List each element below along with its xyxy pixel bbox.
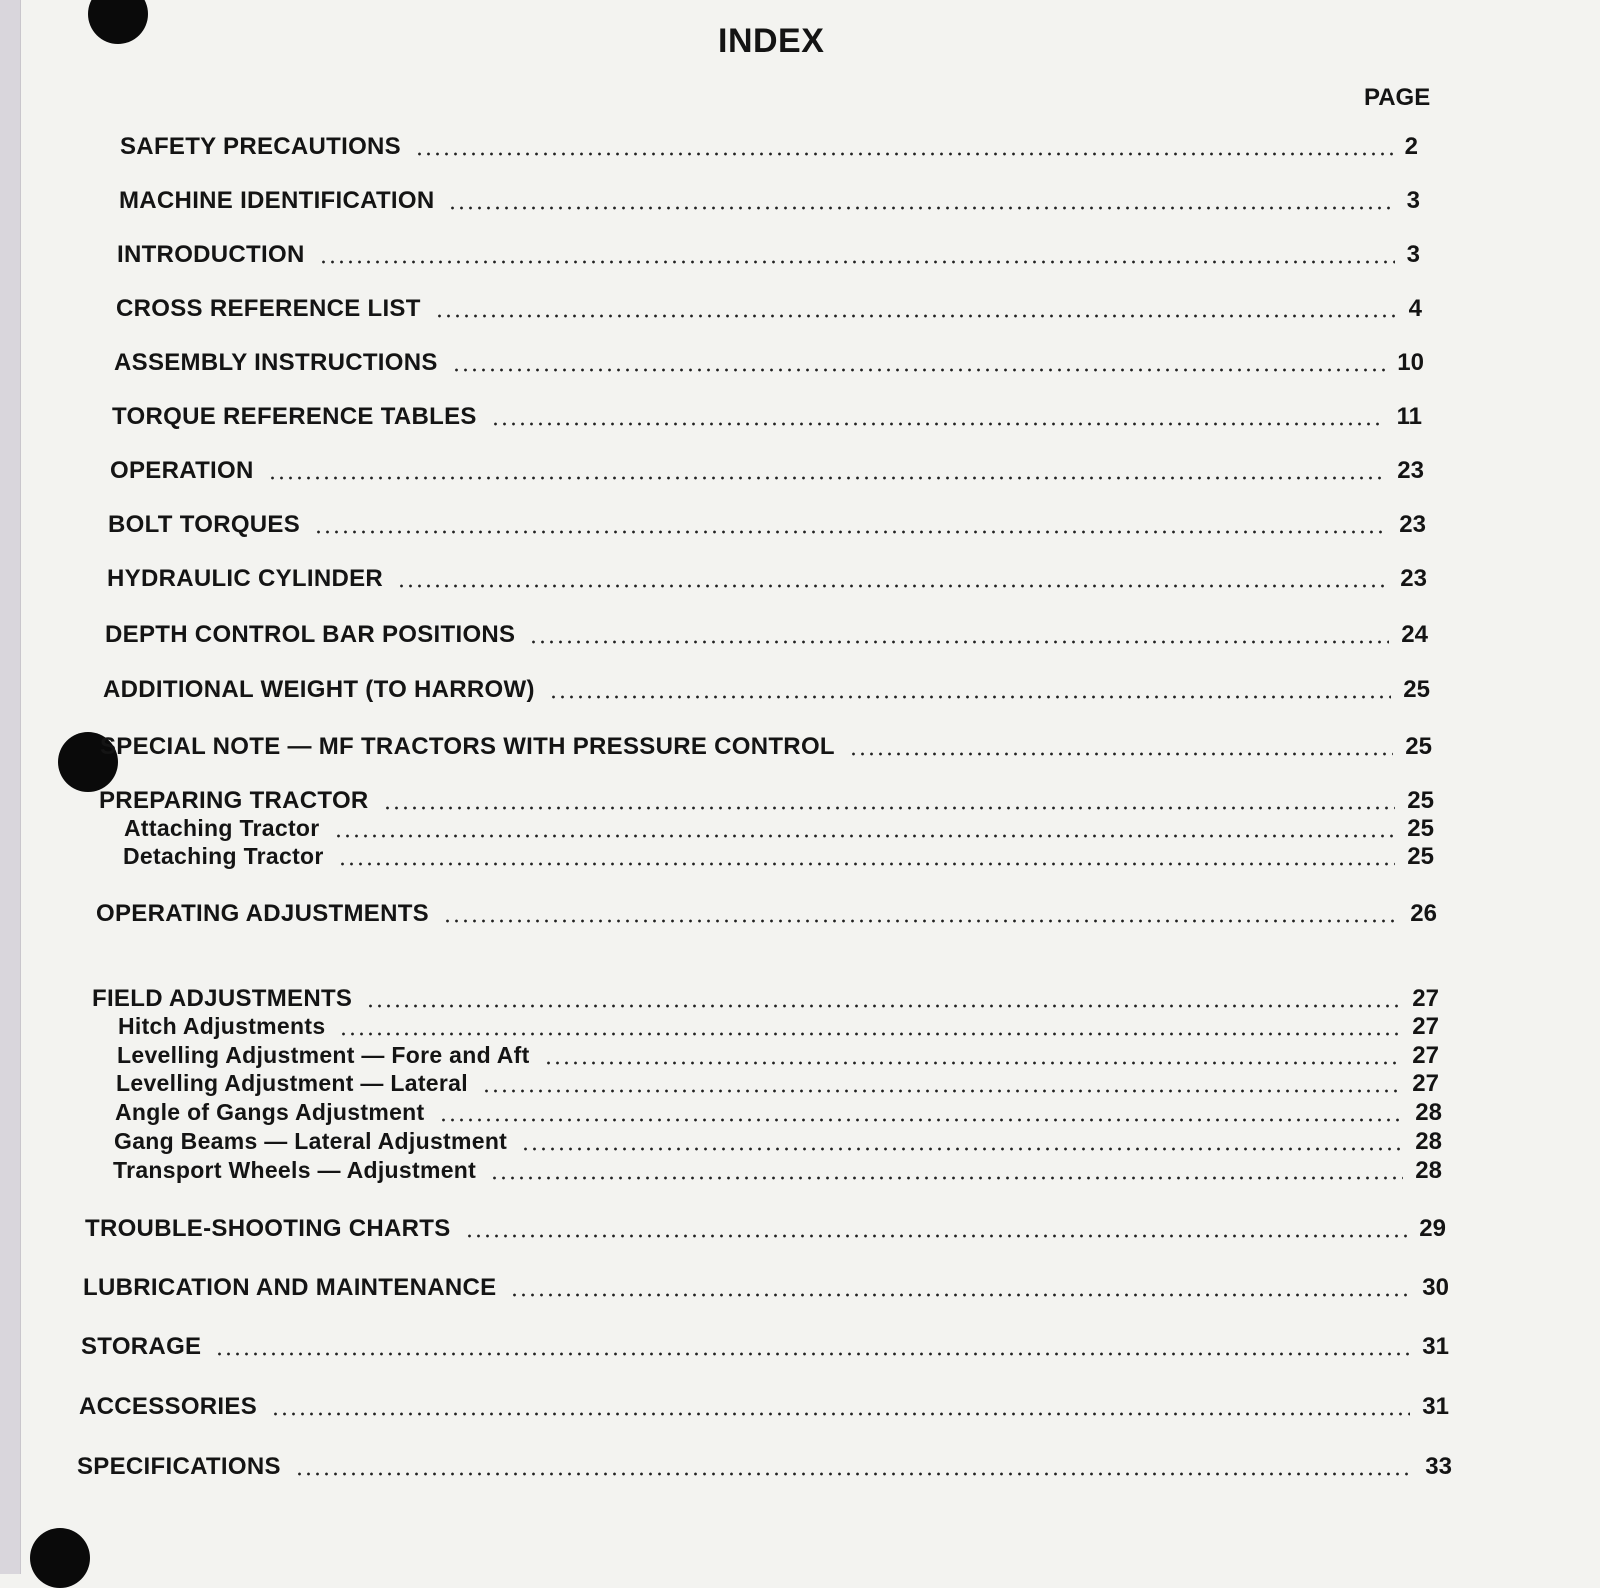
dot-leader bbox=[435, 314, 1397, 318]
index-entry bbox=[119, 187, 1420, 217]
dot-leader bbox=[849, 752, 1393, 756]
dot-leader bbox=[439, 1118, 1404, 1122]
index-entry bbox=[108, 511, 1426, 541]
index-entry bbox=[99, 787, 1434, 817]
entry-label: Angle of Gangs Adjustment bbox=[115, 1099, 425, 1125]
index-entry bbox=[115, 1099, 1442, 1129]
dot-leader bbox=[491, 422, 1385, 426]
entry-page-number: 30 bbox=[1422, 1274, 1449, 1301]
entry-label: ADDITIONAL WEIGHT (TO HARROW) bbox=[103, 676, 535, 703]
dot-leader bbox=[482, 1089, 1400, 1093]
entry-page-number: 2 bbox=[1404, 133, 1418, 160]
entry-page-number: 25 bbox=[1403, 676, 1430, 703]
entry-page-number: 27 bbox=[1412, 1013, 1439, 1040]
entry-page-number: 27 bbox=[1412, 1042, 1439, 1069]
entry-label: STORAGE bbox=[81, 1333, 202, 1360]
entry-label: HYDRAULIC CYLINDER bbox=[107, 565, 384, 592]
entry-page-number: 31 bbox=[1422, 1333, 1449, 1360]
dot-leader bbox=[415, 152, 1393, 156]
dot-leader bbox=[314, 530, 1387, 534]
entry-label: Levelling Adjustment — Lateral bbox=[116, 1070, 468, 1096]
entry-page-number: 25 bbox=[1407, 815, 1434, 842]
entry-page-number: 23 bbox=[1397, 457, 1424, 484]
entry-page-number: 31 bbox=[1422, 1393, 1449, 1420]
entry-label: TORQUE REFERENCE TABLES bbox=[112, 403, 477, 430]
index-entry bbox=[113, 1157, 1442, 1187]
entry-page-number: 27 bbox=[1412, 1070, 1439, 1097]
dot-leader bbox=[490, 1176, 1403, 1180]
index-entry bbox=[103, 676, 1430, 706]
dot-leader bbox=[295, 1472, 1414, 1476]
entry-page-number: 23 bbox=[1400, 565, 1427, 592]
index-entry bbox=[114, 349, 1424, 379]
dot-leader bbox=[452, 368, 1386, 372]
entry-page-number: 4 bbox=[1408, 295, 1422, 322]
dot-leader bbox=[268, 476, 1386, 480]
dot-leader bbox=[443, 919, 1398, 923]
dot-leader bbox=[366, 1004, 1400, 1008]
dot-leader bbox=[510, 1293, 1410, 1297]
index-entry bbox=[96, 900, 1437, 930]
entry-label: Levelling Adjustment — Fore and Aft bbox=[117, 1042, 530, 1068]
entry-page-number: 25 bbox=[1407, 787, 1434, 814]
punch-hole bbox=[30, 1528, 90, 1588]
entry-label: PREPARING TRACTOR bbox=[99, 787, 369, 814]
index-entry bbox=[81, 1333, 1449, 1363]
dot-leader bbox=[448, 206, 1394, 210]
dot-leader bbox=[319, 260, 1395, 264]
entry-page-number: 3 bbox=[1406, 187, 1420, 214]
index-entry bbox=[114, 1128, 1442, 1158]
index-entry bbox=[120, 133, 1418, 163]
dot-leader bbox=[334, 834, 1396, 838]
entry-page-number: 29 bbox=[1419, 1215, 1446, 1242]
dot-leader bbox=[339, 1032, 1400, 1036]
dot-leader bbox=[397, 584, 1388, 588]
entry-page-number: 27 bbox=[1412, 985, 1439, 1012]
page-title: INDEX bbox=[718, 22, 825, 60]
entry-page-number: 23 bbox=[1399, 511, 1426, 538]
index-entry bbox=[105, 621, 1428, 651]
dot-leader bbox=[529, 640, 1389, 644]
entry-label: LUBRICATION AND MAINTENANCE bbox=[83, 1274, 497, 1301]
entry-label: SPECIFICATIONS bbox=[77, 1453, 281, 1480]
dot-leader bbox=[549, 695, 1392, 699]
index-entry bbox=[117, 241, 1420, 271]
entry-page-number: 24 bbox=[1401, 621, 1428, 648]
dot-leader bbox=[215, 1352, 1410, 1356]
entry-label: ASSEMBLY INSTRUCTIONS bbox=[114, 349, 438, 376]
entry-label: MACHINE IDENTIFICATION bbox=[119, 187, 435, 214]
index-entry bbox=[123, 843, 1434, 873]
entry-page-number: 25 bbox=[1405, 733, 1432, 760]
index-entry bbox=[77, 1453, 1452, 1483]
entry-page-number: 28 bbox=[1415, 1128, 1442, 1155]
index-entry bbox=[83, 1274, 1449, 1304]
entry-page-number: 28 bbox=[1415, 1099, 1442, 1126]
entry-label: OPERATION bbox=[110, 457, 254, 484]
index-entry bbox=[112, 403, 1422, 433]
dot-leader bbox=[271, 1412, 1410, 1416]
dot-leader bbox=[521, 1147, 1403, 1151]
entry-page-number: 10 bbox=[1397, 349, 1424, 376]
index-entry bbox=[100, 733, 1432, 763]
entry-label: SAFETY PRECAUTIONS bbox=[120, 133, 401, 160]
entry-label: OPERATING ADJUSTMENTS bbox=[96, 900, 429, 927]
entry-page-number: 11 bbox=[1396, 403, 1422, 430]
index-entry bbox=[116, 295, 1422, 325]
entry-label: BOLT TORQUES bbox=[108, 511, 301, 538]
index-entry bbox=[92, 985, 1439, 1015]
entry-label: CROSS REFERENCE LIST bbox=[116, 295, 421, 322]
entry-page-number: 25 bbox=[1407, 843, 1434, 870]
dot-leader bbox=[383, 806, 1396, 810]
punch-hole bbox=[88, 0, 148, 44]
entry-label: INTRODUCTION bbox=[117, 241, 305, 268]
index-entry bbox=[117, 1042, 1439, 1072]
index-entry bbox=[116, 1070, 1439, 1100]
page-edge bbox=[0, 0, 21, 1574]
entry-page-number: 28 bbox=[1415, 1157, 1442, 1184]
index-entry bbox=[79, 1393, 1449, 1423]
entry-label: Transport Wheels — Adjustment bbox=[113, 1157, 477, 1183]
entry-label: TROUBLE-SHOOTING CHARTS bbox=[85, 1215, 451, 1242]
index-entry bbox=[85, 1215, 1446, 1245]
index-entry bbox=[118, 1013, 1439, 1043]
entry-page-number: 33 bbox=[1425, 1453, 1452, 1480]
entry-label: Hitch Adjustments bbox=[118, 1013, 326, 1039]
entry-label: Detaching Tractor bbox=[123, 843, 324, 869]
entry-label: ACCESSORIES bbox=[79, 1393, 258, 1420]
index-entry bbox=[110, 457, 1424, 487]
entry-label: Gang Beams — Lateral Adjustment bbox=[114, 1128, 508, 1154]
index-entry bbox=[107, 565, 1427, 595]
dot-leader bbox=[544, 1061, 1401, 1065]
entry-page-number: 26 bbox=[1410, 900, 1437, 927]
entry-label: SPECIAL NOTE — MF TRACTORS WITH PRESSURE CONTROL bbox=[100, 733, 835, 760]
dot-leader bbox=[465, 1234, 1408, 1238]
entry-label: Attaching Tractor bbox=[124, 815, 320, 841]
page-column-header: PAGE bbox=[1364, 84, 1431, 111]
index-entry bbox=[124, 815, 1434, 845]
dot-leader bbox=[338, 862, 1396, 866]
entry-label: FIELD ADJUSTMENTS bbox=[92, 985, 353, 1012]
entry-page-number: 3 bbox=[1406, 241, 1420, 268]
entry-label: DEPTH CONTROL BAR POSITIONS bbox=[105, 621, 516, 648]
